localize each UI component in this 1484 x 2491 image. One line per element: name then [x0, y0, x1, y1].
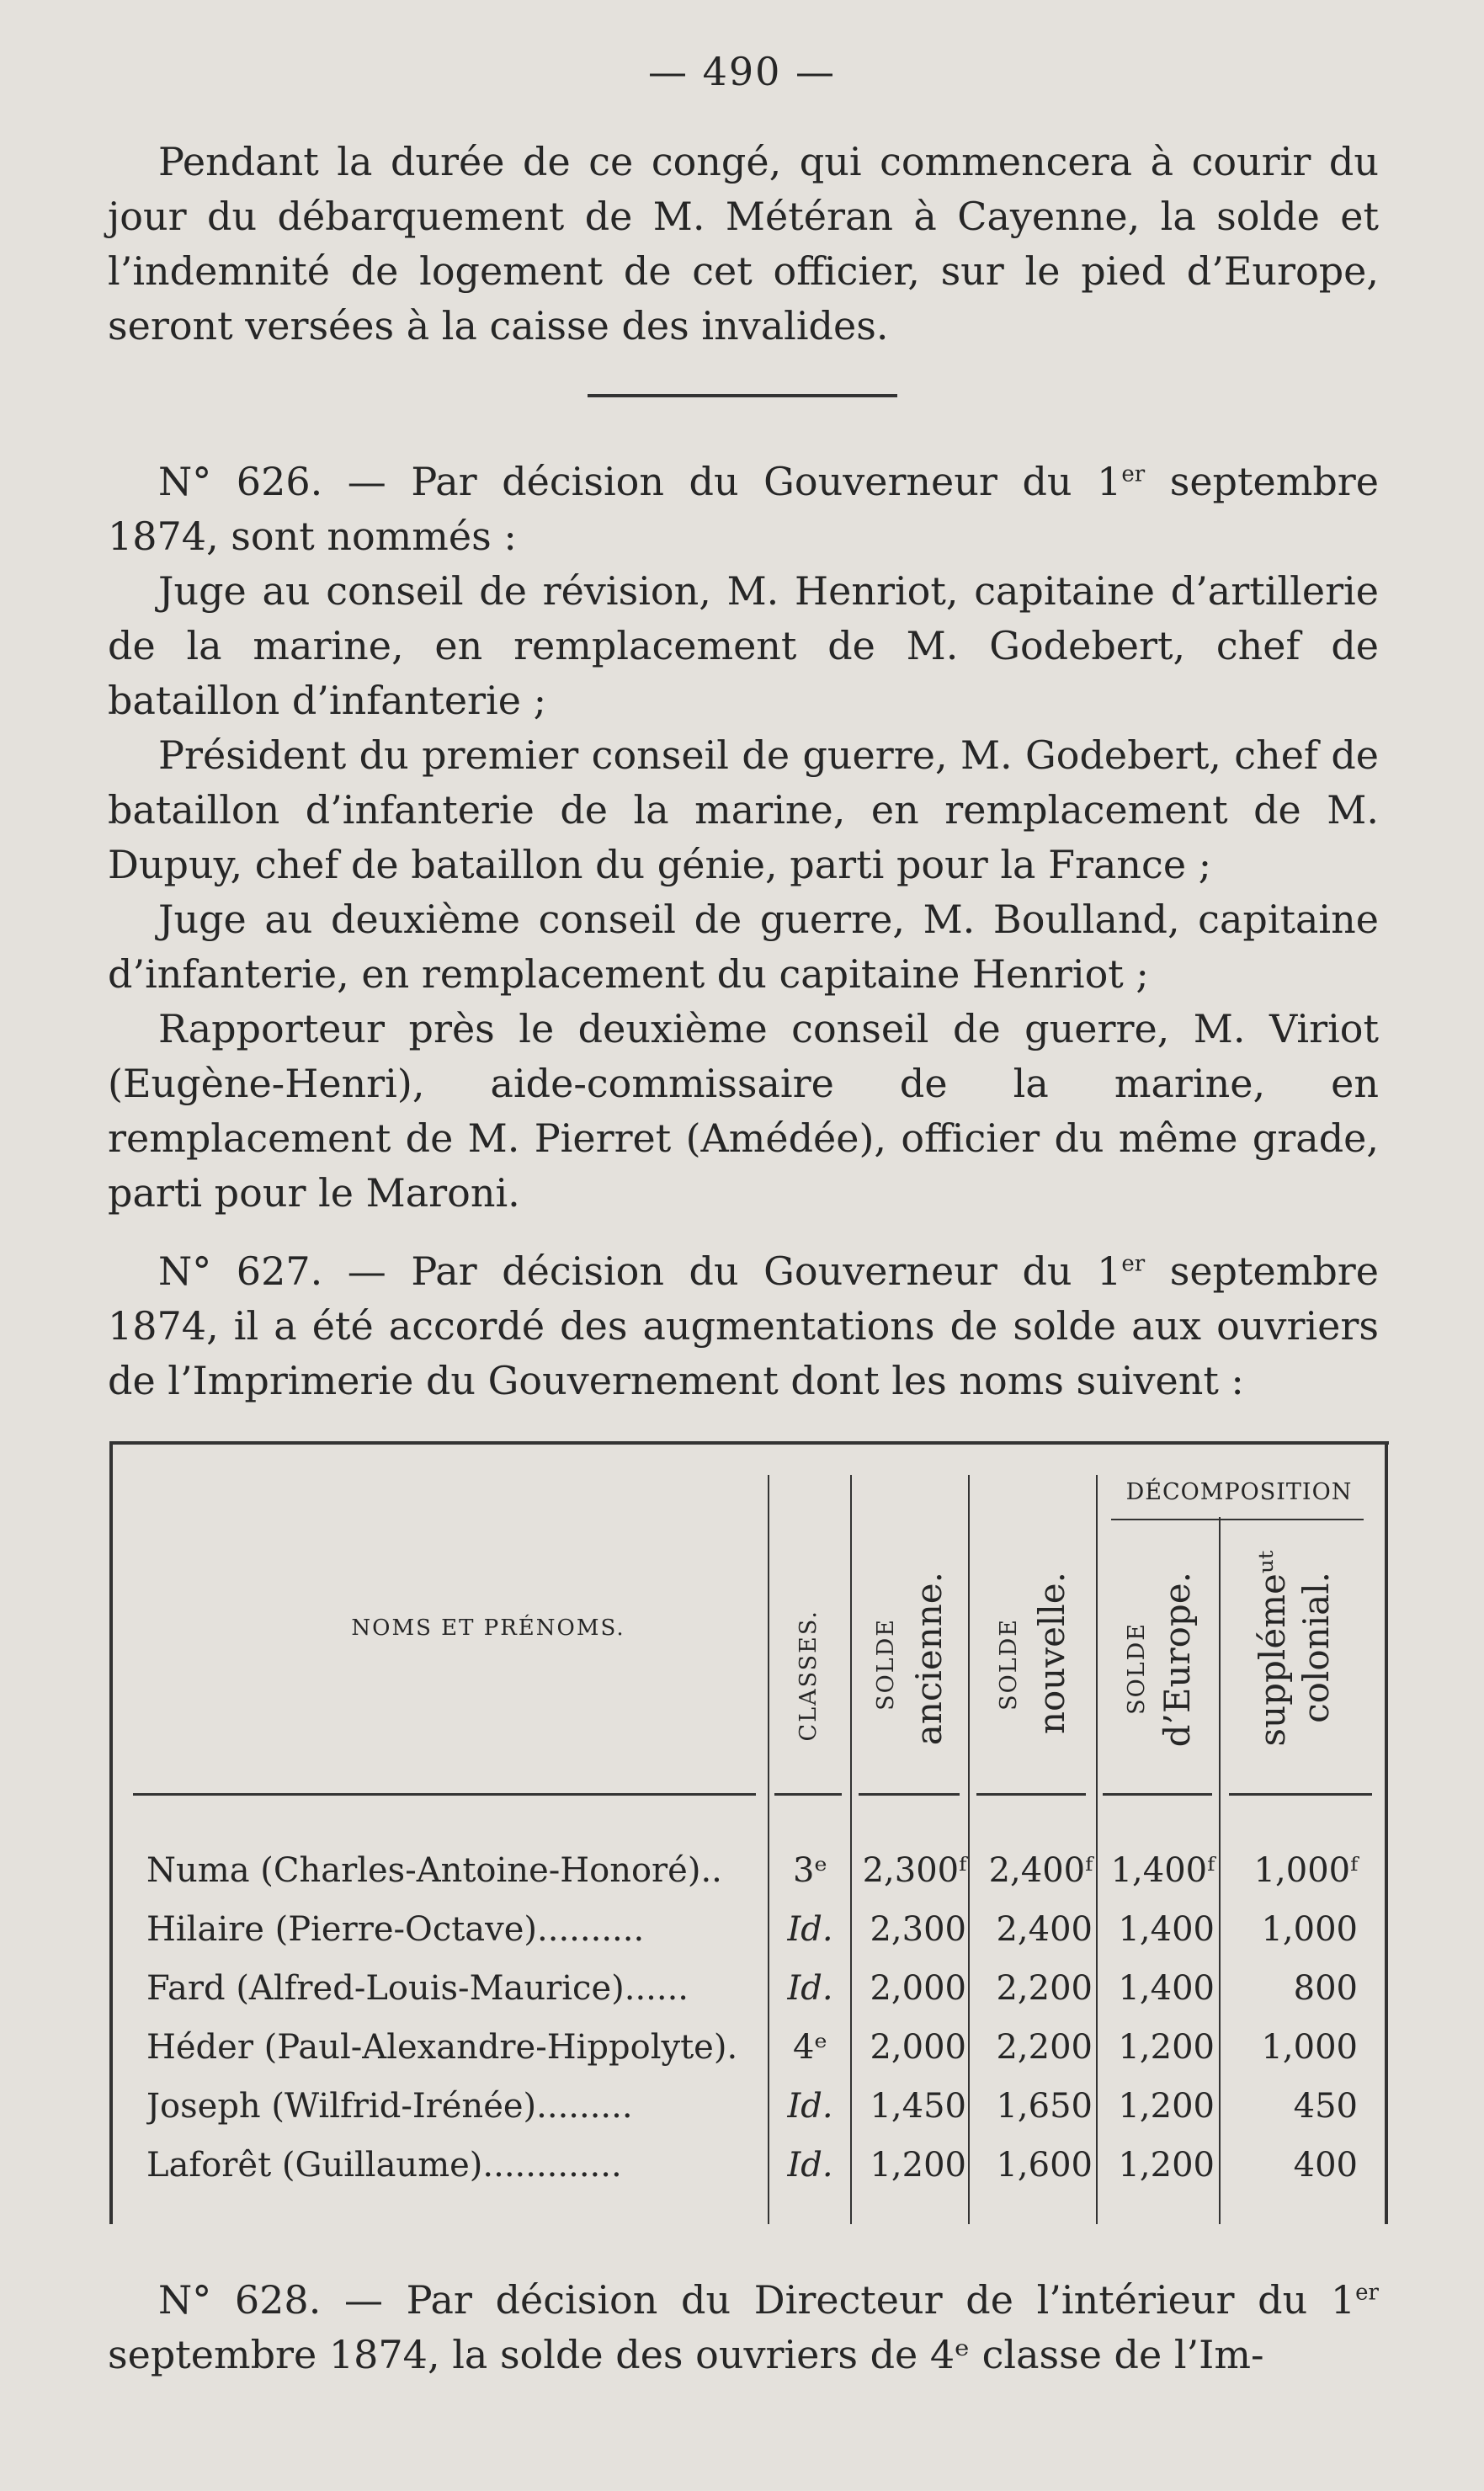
europe-pay: 1,200 [1118, 2146, 1215, 2185]
new-pay: 2,400 [996, 1910, 1093, 1949]
worker-class: Id. [787, 2146, 833, 2185]
decision-626-item: Juge au conseil de révision, M. Henriot, capitaine d’artillerie de la marine, en remplacement de M. Godebert, chef de bataillon d’infanterie ; [108, 568, 1379, 723]
paragraph-text: Pendant la durée de ce congé, qui commencera à courir du jour du débarquement de M. Météran à Cayenne, la solde et l’indemnité de logement de cet officier, sur le pied d’Europe, seront versées à la caisse des invalides. [108, 139, 1379, 349]
header-names: NOMS ET PRÉNOMS. [351, 1615, 625, 1641]
intro-text: N° 626. — Par décision du Gouverneur du 1 [158, 459, 1122, 504]
header-colonial-supplement: supplémeᵘᵗ [1252, 1551, 1293, 1747]
old-pay: 2,300 [870, 1910, 966, 1949]
section-divider [588, 394, 897, 397]
worker-name: Numa (Charles-Antoine-Honoré).. [146, 1851, 722, 1890]
europe-pay: 1,400ᶠ [1110, 1851, 1215, 1890]
worker-class: Id. [787, 2087, 833, 2126]
colonial-supplement: 800 [1293, 1969, 1358, 2008]
header-new-pay-label: SOLDE [996, 1618, 1022, 1711]
decision-628 [108, 2273, 1379, 2382]
superscript: er [1121, 461, 1146, 487]
old-pay: 2,000 [870, 1969, 966, 2008]
colonial-supplement: 1,000 [1261, 2028, 1358, 2067]
worker-name: Hilaire (Pierre-Octave).......... [146, 1910, 645, 1949]
colonial-supplement: 1,000ᶠ [1253, 1851, 1358, 1890]
colonial-supplement: 450 [1293, 2087, 1358, 2126]
superscript: er [1355, 2280, 1379, 2306]
page-number: — 490 — [647, 49, 837, 94]
decision-626-item: Président du premier conseil de guerre, M. Godebert, chef de bataillon d’infanterie de la marine, en remplacement de M. Dupuy, chef de bataillon du génie, parti pour la France ; [108, 732, 1379, 887]
colonial-supplement: 1,000 [1261, 1910, 1358, 1949]
worker-class: Id. [787, 1910, 833, 1949]
header-new-pay: nouvelle. [1031, 1572, 1072, 1735]
header-classes: CLASSES. [795, 1610, 822, 1742]
new-pay: 2,200 [996, 2028, 1093, 2067]
decision-626 [108, 455, 1379, 1221]
breakdown-underline [1111, 1519, 1364, 1520]
intro-text: N° 628. — Par décision du Directeur de l’intérieur du 1 [158, 2277, 1356, 2323]
pay-table [109, 1441, 1389, 2224]
decision-628-intro [108, 2273, 1379, 2382]
table-top-rule [109, 1441, 1389, 1445]
header-old-pay-label: SOLDE [873, 1618, 899, 1711]
europe-pay: 1,400 [1118, 1910, 1215, 1949]
decision-627-intro [108, 1244, 1379, 1408]
old-pay: 2,000 [870, 2028, 966, 2067]
worker-name: Héder (Paul-Alexandre-Hippolyte). [146, 2028, 738, 2067]
worker-class: 3ᵉ [793, 1851, 827, 1890]
europe-pay: 1,200 [1118, 2028, 1215, 2067]
header-rule [1229, 1793, 1372, 1796]
decision-627 [108, 1244, 1379, 1408]
colonial-supplement: 400 [1293, 2146, 1358, 2185]
new-pay: 1,600 [996, 2146, 1093, 2185]
table-row [109, 1959, 1389, 2018]
table-row [109, 2136, 1389, 2195]
header-old-pay: ancienne. [908, 1572, 949, 1746]
europe-pay: 1,400 [1118, 1969, 1215, 2008]
new-pay: 2,200 [996, 1969, 1093, 2008]
new-pay: 1,650 [996, 2087, 1093, 2126]
worker-class: Id. [787, 1969, 833, 2008]
table-row [109, 1841, 1389, 1900]
old-pay: 1,200 [870, 2146, 966, 2185]
worker-name: Joseph (Wilfrid-Irénée)......... [146, 2087, 633, 2126]
intro-text: septembre 1874, la solde des ouvriers de 4ᵉ classe de l’Im- [108, 2332, 1264, 2377]
intro-text: septembre 1874, sont nommés : [108, 459, 1379, 559]
header-breakdown: DÉCOMPOSITION [1125, 1479, 1353, 1505]
decision-626-intro [108, 455, 1379, 564]
intro-text: septembre 1874, il a été accordé des augmentations de solde aux ouvriers de l’Imprimerie du Gouvernement dont les noms suivent : [108, 1248, 1379, 1403]
header-rule [976, 1793, 1086, 1796]
intro-text: N° 627. — Par décision du Gouverneur du 1 [158, 1248, 1122, 1294]
table-row [109, 2077, 1389, 2136]
worker-name: Laforêt (Guillaume)............. [146, 2146, 622, 2185]
header-rule [774, 1793, 842, 1796]
superscript: er [1121, 1251, 1146, 1277]
header-europe: d’Europe. [1157, 1572, 1198, 1748]
table-row [109, 2018, 1389, 2077]
header-rule [1103, 1793, 1212, 1796]
header-rule [133, 1793, 756, 1796]
decision-626-item: Rapporteur près le deuxième conseil de guerre, M. Viriot (Eugène-Henri), aide-commissaire de la marine, en remplacement de M. Pierret (Amédée), officier du même grade, parti pour le Maroni. [108, 1006, 1379, 1216]
header-rule [859, 1793, 960, 1796]
opening-paragraph [108, 135, 1379, 354]
table-row [109, 1900, 1389, 1959]
worker-class: 4ᵉ [793, 2028, 827, 2067]
europe-pay: 1,200 [1118, 2087, 1215, 2126]
header-colonial: colonial. [1295, 1572, 1337, 1723]
new-pay: 2,400ᶠ [988, 1851, 1093, 1890]
decision-626-item: Juge au deuxième conseil de guerre, M. Boulland, capitaine d’infanterie, en remplacement du capitaine Henriot ; [108, 897, 1379, 997]
worker-name: Fard (Alfred-Louis-Maurice)...... [146, 1969, 689, 2008]
header-europe-label: SOLDE [1124, 1622, 1150, 1715]
old-pay: 1,450 [870, 2087, 966, 2126]
old-pay: 2,300ᶠ [862, 1851, 966, 1890]
